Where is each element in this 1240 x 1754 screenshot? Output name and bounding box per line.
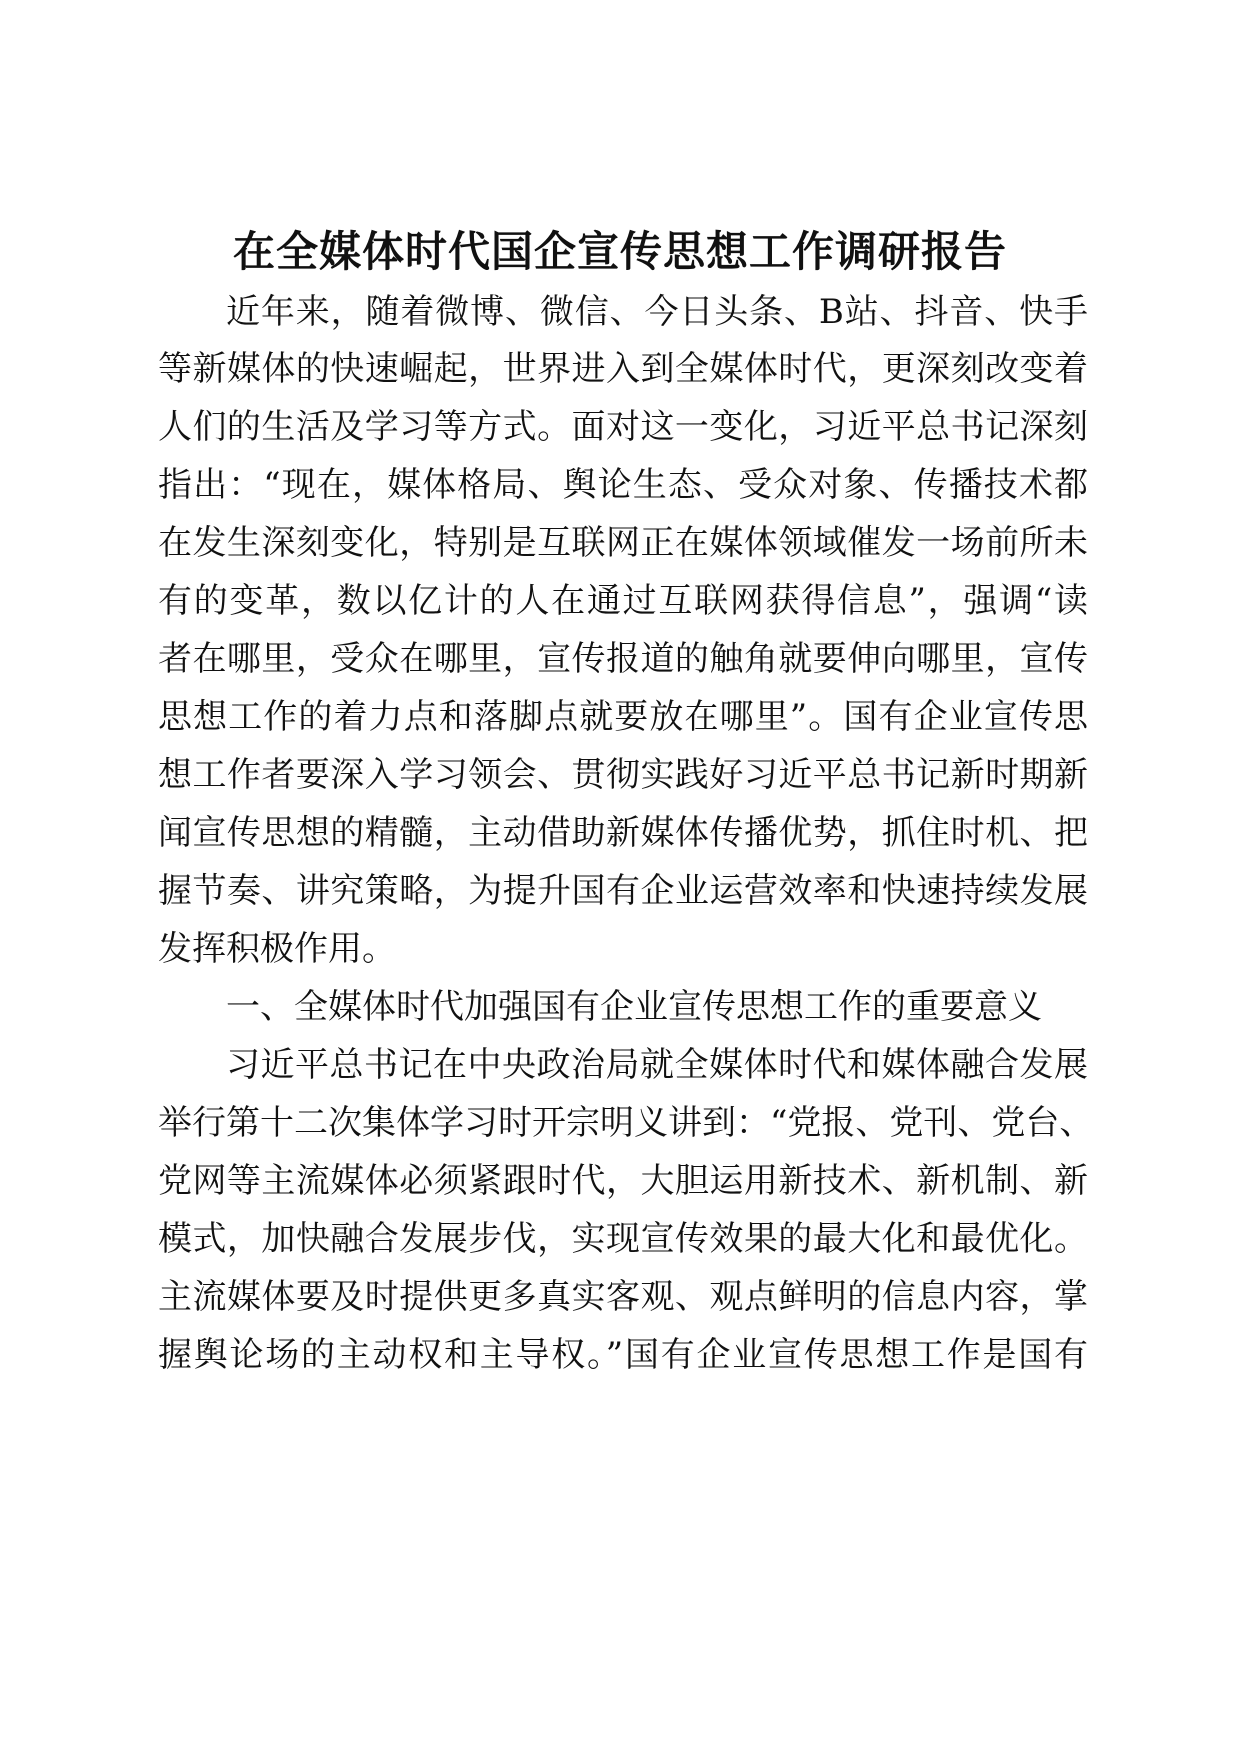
section-heading: 一、全媒体时代加强国有企业宣传思想工作的重要意义 [226,987,1042,1027]
paragraph-2-line: 举行第十二次集体学习时开宗明义讲到：“党报、党刊、党台、 [158,1103,1094,1143]
paragraph-1-line: 握节奏、讲究策略，为提升国有企业运营效率和快速持续发展 [158,871,1088,911]
paragraph-2-line: 习近平总书记在中央政治局就全媒体时代和媒体融合发展 [226,1045,1088,1085]
paragraph-1-line: 思想工作的着力点和落脚点就要放在哪里”。国有企业宣传思 [158,697,1088,737]
paragraph-1-line: 有的变革，数以亿计的人在通过互联网获得信息”，强调“读 [158,581,1088,621]
paragraph-2-line: 握舆论场的主动权和主导权。”国有企业宣传思想工作是国有 [158,1335,1088,1375]
paragraph-1-line: 等新媒体的快速崛起，世界进入到全媒体时代，更深刻改变着 [158,349,1088,389]
paragraph-2-line: 模式，加快融合发展步伐，实现宣传效果的最大化和最优化。 [158,1219,1088,1259]
paragraph-1-line: 在发生深刻变化，特别是互联网正在媒体领域催发一场前所未 [158,523,1088,563]
paragraph-1-line: 闻宣传思想的精髓，主动借助新媒体传播优势，抓住时机、把 [158,813,1088,853]
paragraph-1-line: 指出：“现在，媒体格局、舆论生态、受众对象、传播技术都 [158,465,1088,505]
paragraph-1-line: 发挥积极作用。 [158,929,396,969]
paragraph-1-line: 人们的生活及学习等方式。面对这一变化，习近平总书记深刻 [158,407,1088,447]
paragraph-2-line: 主流媒体要及时提供更多真实客观、观点鲜明的信息内容，掌 [158,1277,1088,1317]
paragraph-2-line: 党网等主流媒体必须紧跟时代，大胆运用新技术、新机制、新 [158,1161,1088,1201]
paragraph-1-line: 者在哪里，受众在哪里，宣传报道的触角就要伸向哪里，宣传 [158,639,1088,679]
paragraph-1-line: 想工作者要深入学习领会、贯彻实践好习近平总书记新时期新 [158,755,1088,795]
paragraph-1-line: 近年来，随着微博、微信、今日头条、B站、抖音、快手 [226,292,1088,332]
document-title: 在全媒体时代国企宣传思想工作调研报告 [232,227,1007,276]
